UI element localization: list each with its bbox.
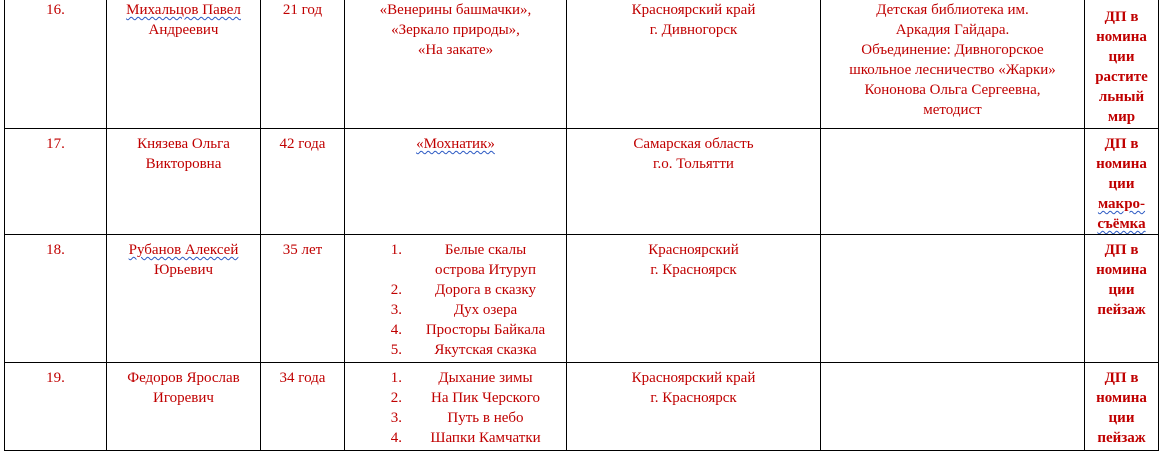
row-number-cell: 18.: [5, 235, 107, 363]
age-cell: 21 год: [261, 0, 345, 129]
row-number-cell: 19.: [5, 363, 107, 451]
table-row: [5, 129, 1159, 235]
age-cell: 42 года: [261, 129, 345, 235]
region-cell: Красноярский г. Красноярск: [567, 235, 821, 363]
works-cell: [345, 363, 567, 451]
category-cell: ДП в номина ции растите льный мир: [1085, 0, 1159, 129]
list-item: 4. Шапки Камчатки: [390, 430, 541, 446]
works-cell: «Венерины башмачки», «Зеркало природы», «На закате»: [345, 0, 567, 129]
region-cell: Красноярский край г. Красноярск: [567, 363, 821, 451]
works-list: [348, 368, 563, 448]
age-cell: 35 лет: [261, 235, 345, 363]
age-cell: 34 года: [261, 363, 345, 451]
region-cell: Самарская область г.о. Тольятти: [567, 129, 821, 235]
table-row: [5, 0, 1159, 129]
table-row: [5, 363, 1159, 451]
organization-cell: Детская библиотека им. Аркадия Гайдара. Объединение: Дивногорское школьное лесничество «Жарки» Кононова Ольга Сергеевна, методист: [821, 0, 1085, 129]
participant-name-cell: Князева Ольга Викторовна: [107, 129, 261, 235]
region-cell: Красноярский край г. Дивногорск: [567, 0, 821, 129]
category-cell: ДП в номина ции пейзаж: [1085, 363, 1159, 451]
row-number-cell: 17.: [5, 129, 107, 235]
list-item: 2. Дорога в сказку: [390, 282, 536, 298]
list-item: 5. Якутская сказка: [390, 342, 537, 358]
category-cell: ДП в номина ции макро- съёмка: [1085, 129, 1159, 235]
participant-name-cell: Рубанов Алексей Юрьевич: [107, 235, 261, 363]
row-number-cell: 16.: [5, 0, 107, 129]
participant-name-cell: Федоров Ярослав Игоревич: [107, 363, 261, 451]
participant-name-cell: Михальцов Павел Андреевич: [107, 0, 261, 129]
list-item: острова Итуруп: [434, 262, 537, 278]
list-item: 3. Путь в небо: [390, 410, 524, 426]
organization-cell: [821, 129, 1085, 235]
list-item: 2. На Пик Черского: [390, 390, 540, 406]
list-item: 4. Просторы Байкала: [390, 322, 546, 338]
works-cell: [345, 235, 567, 363]
works-cell: «Мохнатик»: [345, 129, 567, 235]
organization-cell: [821, 235, 1085, 363]
list-item: 3. Дух озера: [390, 302, 518, 318]
organization-cell: [821, 363, 1085, 451]
list-item: 1. Белые скалы: [390, 242, 527, 258]
table-row: [5, 235, 1159, 363]
participants-table: [4, 0, 1159, 451]
list-item: 1. Дыхание зимы: [390, 370, 533, 386]
works-list: [348, 240, 563, 360]
category-cell: ДП в номина ции пейзаж: [1085, 235, 1159, 363]
